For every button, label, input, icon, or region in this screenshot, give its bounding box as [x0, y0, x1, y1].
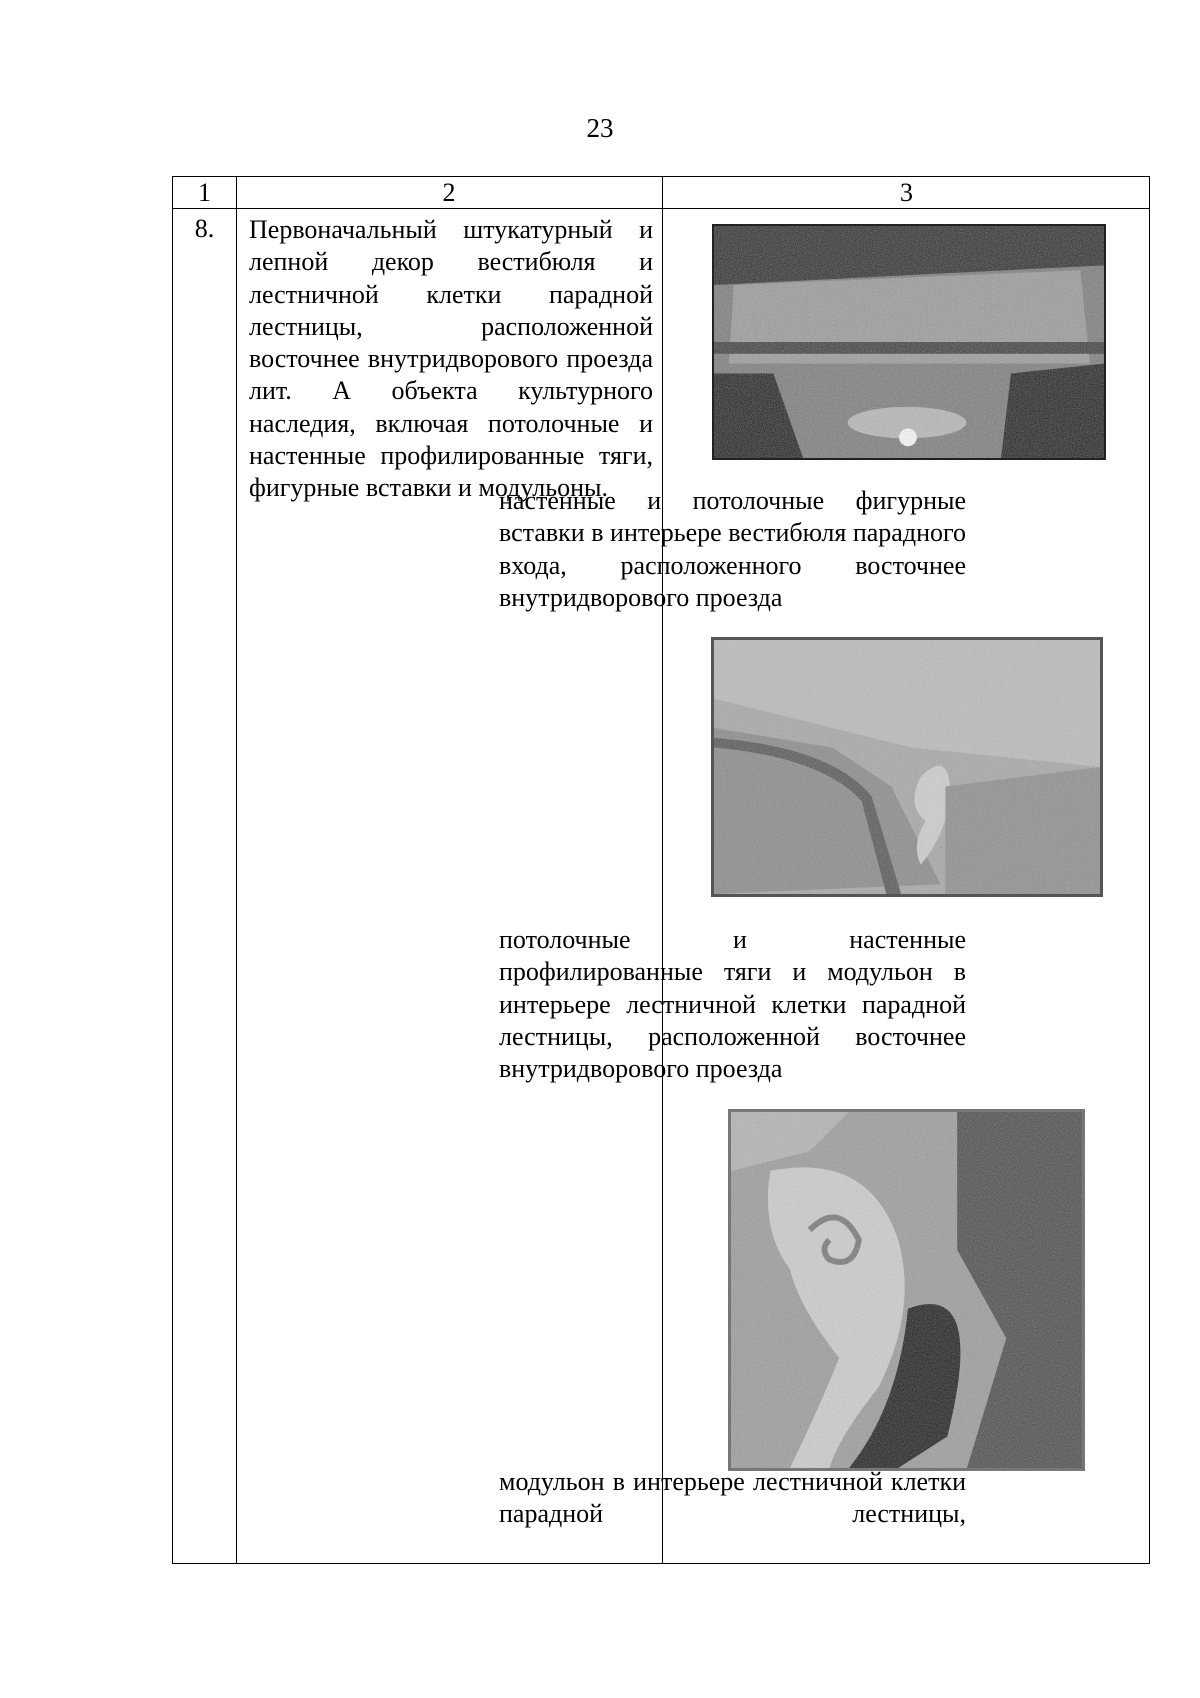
row-description: Первоначальный штукатурный и лепной декор вестибюля и лестничной клетки парадной лестницы, расположенной восточнее внутридворового проезда лит. А объекта культурного наследия, включая потолочные и настенные профилированные тяги, фигурные вставки и модульоны. — [249, 215, 653, 503]
page-number: 23 — [586, 113, 614, 143]
caption-text: модульон в интерьере лестничной клетки парадной лестницы, — [499, 1467, 966, 1529]
caption-text: настенные и потолочные фигурные вставки в интерьере вестибюля парадного входа, расположенного восточнее внутридворового проезда — [499, 486, 966, 612]
photo-caption-3 — [499, 1466, 966, 1531]
photo-vestibule-ceiling — [712, 224, 1106, 460]
photo-caption-1 — [499, 485, 966, 614]
photo-caption-2 — [499, 924, 966, 1085]
header-divider — [173, 208, 1149, 209]
column-header-2: 2 — [442, 178, 456, 207]
row-number: 8. — [194, 214, 215, 243]
caption-text: потолочные и настенные профилированные тяги и модульон в интерьере лестничной клетки парадной лестницы, расположенной восточнее внутридворового проезда — [499, 925, 966, 1084]
column-header-1: 1 — [198, 178, 211, 207]
column-divider — [236, 177, 237, 1563]
column-divider — [662, 177, 663, 1563]
photo-staircase-mouldings — [711, 637, 1103, 897]
photo-modillion — [728, 1109, 1085, 1471]
column-header-3: 3 — [900, 178, 913, 207]
